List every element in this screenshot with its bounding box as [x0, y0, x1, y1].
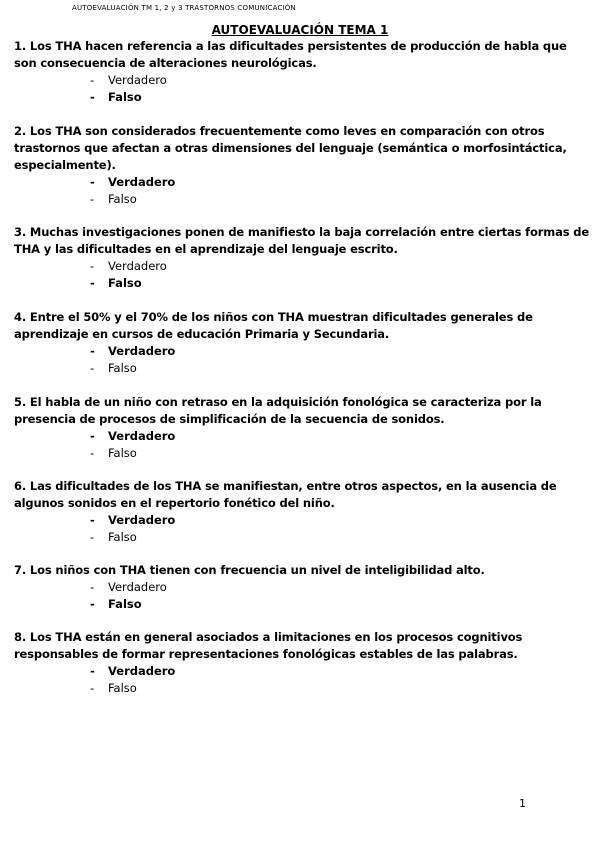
bullet-dash: - [90, 429, 95, 443]
option-verdadero[interactable] [90, 72, 592, 89]
option-falso[interactable] [90, 89, 592, 106]
bullet-dash: - [90, 259, 95, 273]
option-verdadero[interactable] [90, 512, 592, 529]
question-text: 2. Los THA son considerados frecuentemente como leves en comparación con otros trastornos que afectan a otras dimensiones del lenguaje (semántica o morfosintáctica, especialmente). [14, 124, 567, 172]
question-8 [14, 629, 592, 697]
bullet-dash: - [90, 664, 95, 678]
answer-options [14, 258, 592, 292]
answer-options [14, 343, 592, 377]
option-label: Falso [108, 192, 137, 206]
question-text: 4. Entre el 50% y el 70% de los niños con THA muestran dificultades generales de aprendizaje en cursos de educación Primaria y Secundaria. [14, 310, 533, 341]
option-label: Verdadero [108, 175, 176, 189]
bullet-dash: - [90, 681, 95, 695]
option-label: Verdadero [108, 513, 176, 527]
option-label: Verdadero [108, 429, 176, 443]
bullet-dash: - [90, 446, 95, 460]
answer-options [14, 663, 592, 697]
option-label: Verdadero [108, 580, 167, 594]
bullet-dash: - [90, 513, 95, 527]
option-verdadero[interactable] [90, 174, 592, 191]
document-title: AUTOEVALUACIÓN TEMA 1 [211, 23, 389, 37]
bullet-dash: - [90, 530, 95, 544]
bullet-dash: - [90, 597, 95, 611]
answer-options [14, 512, 592, 546]
option-label: Verdadero [108, 73, 167, 87]
question-3 [14, 224, 592, 292]
option-label: Falso [108, 361, 137, 375]
option-label: Verdadero [108, 344, 176, 358]
option-verdadero[interactable] [90, 258, 592, 275]
option-label: Falso [108, 90, 142, 104]
option-label: Verdadero [108, 664, 176, 678]
bullet-dash: - [90, 361, 95, 375]
question-2 [14, 123, 592, 208]
bullet-dash: - [90, 192, 95, 206]
option-falso[interactable] [90, 596, 592, 613]
question-text: 3. Muchas investigaciones ponen de manifiesto la baja correlación entre ciertas formas de THA y las dificultades en el aprendizaje del lenguaje escrito. [14, 225, 589, 256]
option-falso[interactable] [90, 191, 592, 208]
option-falso[interactable] [90, 529, 592, 546]
question-text: 7. Los niños con THA tienen con frecuencia un nivel de inteligibilidad alto. [14, 563, 485, 577]
option-falso[interactable] [90, 445, 592, 462]
option-falso[interactable] [90, 680, 592, 697]
question-4 [14, 309, 592, 377]
option-verdadero[interactable] [90, 343, 592, 360]
bullet-dash: - [90, 73, 95, 87]
bullet-dash: - [90, 580, 95, 594]
bullet-dash: - [90, 276, 95, 290]
bullet-dash: - [90, 175, 95, 189]
bullet-dash: - [90, 344, 95, 358]
question-text: 5. El habla de un niño con retraso en la adquisición fonológica se caracteriza por la presencia de procesos de simplificación de la secuencia de sonidos. [14, 395, 542, 426]
option-label: Falso [108, 446, 137, 460]
option-label: Falso [108, 276, 142, 290]
question-text: 6. Las dificultades de los THA se manifiestan, entre otros aspectos, en la ausencia de algunos sonidos en el repertorio fonético del niño. [14, 479, 557, 510]
answer-options [14, 174, 592, 208]
option-verdadero[interactable] [90, 663, 592, 680]
question-6 [14, 478, 592, 546]
option-label: Falso [108, 530, 137, 544]
answer-options [14, 72, 592, 106]
question-text: 1. Los THA hacen referencia a las dificultades persistentes de producción de habla que son consecuencia de alteraciones neurológicas. [14, 39, 567, 70]
page-number: 1 [519, 797, 526, 810]
option-verdadero[interactable] [90, 428, 592, 445]
question-text: 8. Los THA están en general asociados a limitaciones en los procesos cognitivos responsables de formar representaciones fonológicas estables de las palabras. [14, 630, 523, 661]
bullet-dash: - [90, 90, 95, 104]
option-falso[interactable] [90, 360, 592, 377]
answer-options [14, 428, 592, 462]
option-falso[interactable] [90, 275, 592, 292]
question-5 [14, 394, 592, 462]
question-7 [14, 562, 592, 613]
option-label: Falso [108, 597, 142, 611]
option-label: Verdadero [108, 259, 167, 273]
option-verdadero[interactable] [90, 579, 592, 596]
answer-options [14, 579, 592, 613]
option-label: Falso [108, 681, 137, 695]
running-header: AUTOEVALUACIÓN TM 1, 2 y 3 TRASTORNOS COMUNICACIÓN [72, 4, 296, 12]
question-1 [14, 38, 592, 106]
